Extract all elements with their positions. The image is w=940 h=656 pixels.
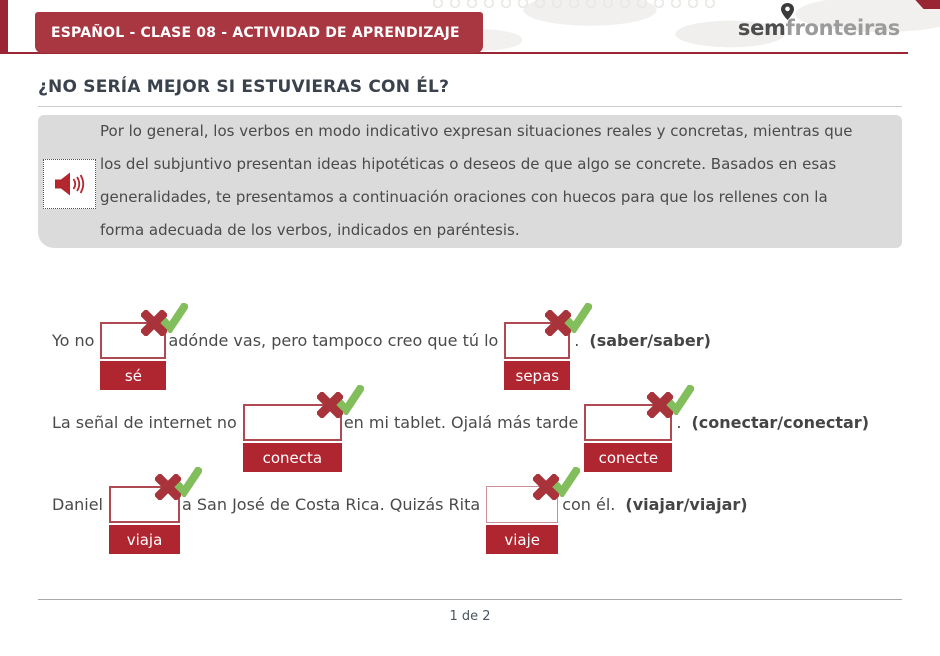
logo-text-sem: sem [737, 16, 786, 40]
sentence-text: a San José de Costa Rica. Quizás Rita [182, 495, 481, 514]
header [0, 0, 940, 55]
verb-hint: (conectar/conectar) [691, 413, 869, 432]
answer-label: viaje [486, 525, 558, 554]
answer-blank [504, 322, 570, 385]
sentence-text: La señal de internet no [52, 413, 237, 432]
sentence-text: Daniel [52, 495, 103, 514]
main-content [38, 77, 902, 549]
answer-label: conecta [243, 443, 342, 472]
logo-text-fronteiras: fronteiras [785, 16, 900, 40]
answer-input[interactable] [243, 404, 342, 441]
verb-hint: (saber/saber) [589, 331, 711, 350]
title-divider [38, 106, 902, 107]
decorative-circles [430, 0, 715, 12]
footer [38, 599, 902, 624]
decorative-strip [0, 0, 8, 54]
sentence-text: . [676, 413, 682, 432]
sentence-text: Yo no [52, 331, 95, 350]
audio-button[interactable] [43, 159, 96, 209]
exercise-sentence-3 [52, 486, 902, 549]
answer-blank [486, 486, 558, 549]
page-number: 1 de 2 [449, 609, 491, 624]
exercise-list [38, 248, 902, 549]
map-pin-icon [781, 3, 794, 20]
brand-logo [738, 16, 900, 40]
answer-input[interactable] [100, 322, 166, 359]
instructions-text: Por lo general, los verbos en modo indicativo expresan situaciones reales y concretas, mientras que los del subjuntivo presentan ideas hipotéticas o deseos de que algo se concrete. Basados en esas generalidades, te presentamos a continuación oraciones con huecos para que los rellenes con la forma adecuada de los verbos, indicados en paréntesis. [100, 122, 853, 239]
answer-input[interactable] [584, 404, 672, 441]
answer-label: viaja [109, 525, 180, 554]
lesson-title-bar [35, 12, 483, 53]
sentence-text: . [574, 331, 580, 350]
sentence-text: en mi tablet. Ojalá más tarde [343, 413, 579, 432]
answer-label: sepas [504, 361, 570, 390]
lesson-title: ESPAÑOL - CLASE 08 - ACTIVIDAD DE APRENDIZAJE [51, 24, 460, 41]
page-title: ¿NO SERÍA MEJOR SI ESTUVIERAS CON ÉL? [38, 77, 450, 97]
answer-blank [243, 404, 342, 467]
speaker-icon [53, 170, 87, 198]
answer-blank [100, 322, 166, 385]
answer-label: sé [100, 361, 166, 390]
footer-divider [38, 599, 902, 600]
sentence-text: adónde vas, pero tampoco creo que tú lo [168, 331, 499, 350]
exercise-sentence-2 [52, 404, 902, 467]
sentence-text: con él. [562, 495, 616, 514]
answer-label: conecte [584, 443, 672, 472]
decorative-corner [910, 0, 940, 9]
instructions-panel [38, 115, 902, 248]
answer-input[interactable] [504, 322, 570, 359]
answer-blank [109, 486, 180, 549]
exercise-sentence-1 [52, 322, 902, 385]
answer-blank [584, 404, 672, 467]
answer-input[interactable] [486, 486, 558, 523]
answer-input[interactable] [109, 486, 180, 523]
verb-hint: (viajar/viajar) [625, 495, 748, 514]
